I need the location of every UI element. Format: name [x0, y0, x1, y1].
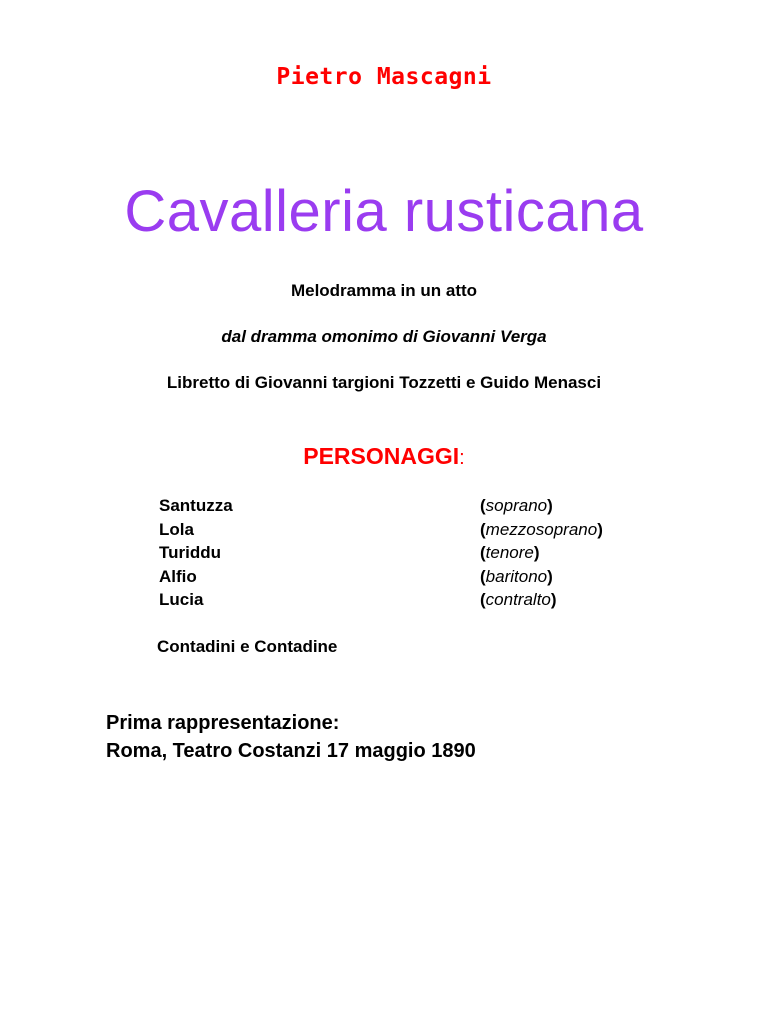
- character-name: Lucia: [159, 590, 204, 609]
- character-name: Santuzza: [159, 496, 233, 515]
- premiere-label: Prima rappresentazione:: [106, 712, 340, 734]
- voice-type-label: soprano: [485, 496, 548, 515]
- voice-type-label: tenore: [485, 543, 534, 562]
- premiere-details: Roma, Teatro Costanzi 17 maggio 1890: [106, 740, 476, 762]
- voice-type: (contralto): [480, 590, 557, 609]
- character-name: Alfio: [159, 566, 197, 586]
- characters-heading-colon: :: [459, 447, 465, 469]
- character-name: Lola: [159, 519, 194, 539]
- librettists: Libretto di Giovanni targioni Tozzetti e Guido Menasci: [166, 373, 602, 392]
- voice-type-label: mezzosoprano: [485, 519, 598, 539]
- premiere-info: [106, 709, 476, 765]
- cast-row: [0, 567, 768, 591]
- cast-row: [0, 520, 768, 544]
- voice-type-label: baritono: [485, 566, 548, 586]
- composer-name: Pietro Mascagni: [276, 64, 492, 90]
- opera-subtitle: Melodramma in un atto: [290, 281, 478, 300]
- voice-type: (baritono): [480, 566, 553, 586]
- chorus-note: Contadini e Contadine: [157, 637, 338, 656]
- voice-type-label: contralto: [485, 590, 551, 609]
- characters-heading-text: PERSONAGGI: [303, 443, 460, 469]
- cast-row: [0, 543, 768, 567]
- source-drama: dal dramma omonimo di Giovanni Verga: [221, 327, 547, 346]
- characters-heading: [0, 443, 768, 470]
- cast-row: [0, 496, 768, 520]
- cast-list: [0, 496, 768, 614]
- voice-type: (soprano): [480, 496, 553, 515]
- opera-title: Cavalleria rusticana: [124, 179, 644, 244]
- character-name: Turiddu: [159, 543, 221, 562]
- voice-type: (mezzosoprano): [480, 519, 603, 539]
- voice-type: (tenore): [480, 543, 540, 562]
- cast-row: [0, 590, 768, 614]
